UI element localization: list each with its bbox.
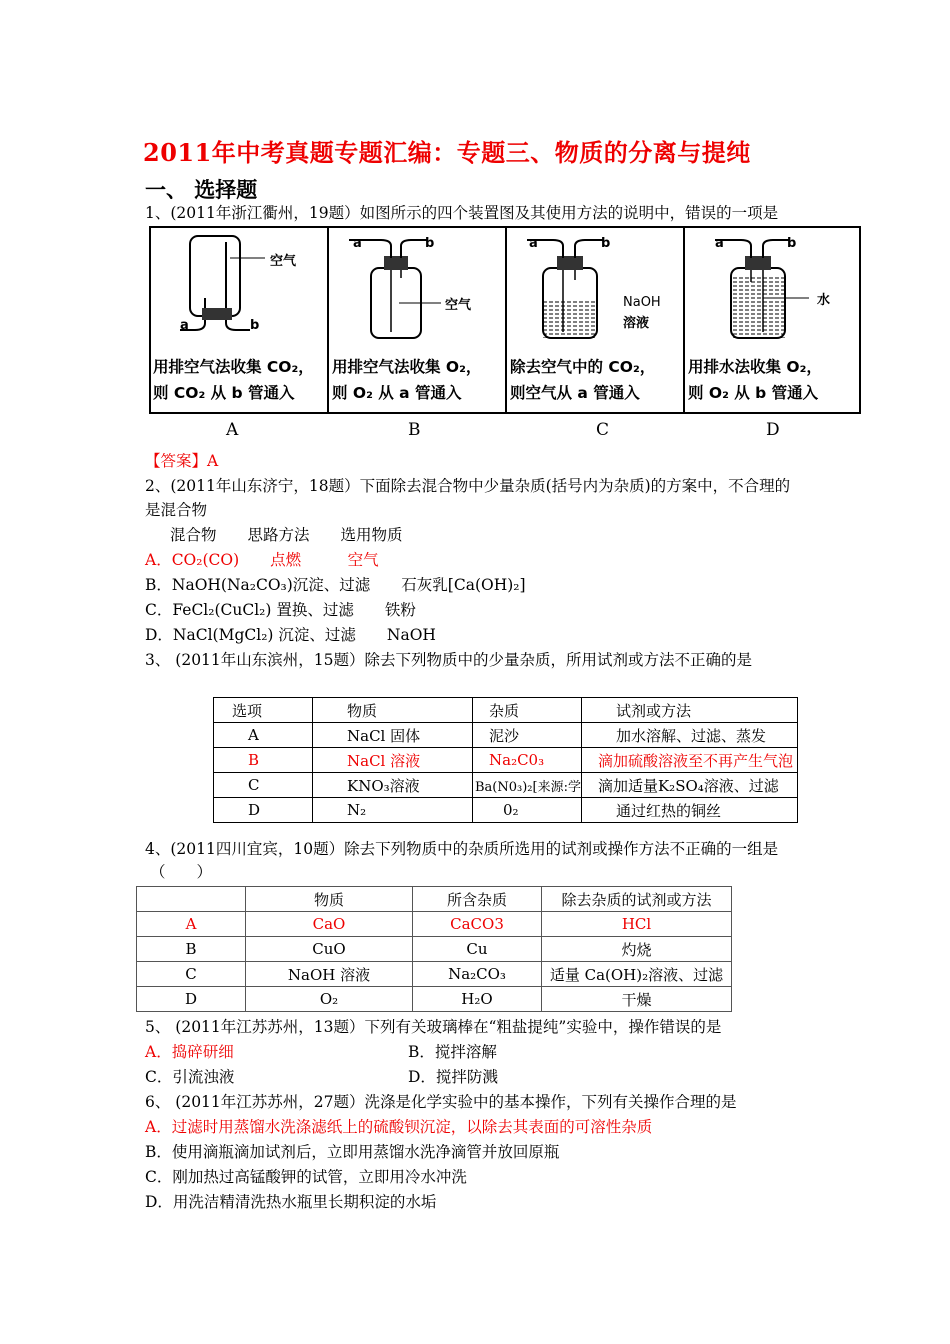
table-row: 物质 所含杂质 除去杂质的试剂或方法 (137, 887, 732, 912)
q5-option-c: C．引流浊液 (145, 1068, 235, 1086)
table-row: C NaOH 溶液 Na₂CO₃ 适量 Ca(OH)₂溶液、过滤 (137, 962, 732, 987)
q2-stem-cont: 是混合物 (145, 501, 208, 519)
table-row: A CaO CaCO3 HCl (137, 912, 732, 937)
q5-option-a: A．捣碎研细 (145, 1043, 234, 1061)
table-row: B NaCl 溶液 Na₂C0₃ 滴加硫酸溶液至不再产生气泡 (214, 748, 798, 773)
table-row: 选项 物质 杂质 试剂或方法 (214, 698, 798, 723)
q6-option-a: A．过滤时用蒸馏水洗涤滤纸上的硫酸钡沉淀，以除去其表面的可溶性杂质 (145, 1118, 653, 1136)
q4-stem-cont: （ ） (150, 863, 213, 881)
option-letter: C (596, 420, 610, 440)
q2-option-b: B．NaOH(Na₂CO₃)沉淀、过滤 石灰乳[Ca(OH)₂] (145, 576, 526, 594)
q6-option-c: C．刚加热过高锰酸钾的试管，立即用冷水冲洗 (145, 1168, 467, 1186)
q1-stem: 1、(2011年浙江衢州，19题）如图所示的四个装置图及其使用方法的说明中，错误的一项是 (145, 204, 779, 222)
q5-option-d: D．搅拌防溅 (408, 1068, 498, 1086)
table-row: C KNO₃溶液 Ba(N0₃)₂[来源:学 滴加适量K₂SO₄溶液、过滤 (214, 773, 798, 798)
option-letter: A (226, 420, 239, 440)
q2-stem: 2、(2011年山东济宁，18题）下面除去混合物中少量杂质(括号内为杂质)的方案中，不合理的 (145, 477, 791, 495)
panel-caption: 除去空气中的 CO₂， 则空气从 a 管通入 (510, 358, 656, 402)
q2-header: 混合物 思路方法 选用物质 (170, 526, 403, 544)
q1-panel-a: 空气 a b 用排空气法收集 CO₂， 则 CO₂ 从 b 管通入 (150, 228, 328, 412)
q2-option-c: C．FeCl₂(CuCl₂) 置换、过滤 铁粉 (145, 601, 416, 619)
q1-answer: 【答案】A (145, 452, 219, 470)
q5-option-b: B．搅拌溶解 (408, 1043, 497, 1061)
table-row: D O₂ H₂O 干燥 (137, 987, 732, 1012)
q1-panel-c: a b NaOH 溶液 除去空气中的 CO₂， 则空气从 a 管通入 (507, 228, 685, 412)
section-heading: 一、 选择题 (145, 177, 258, 202)
q2-option-d: D．NaCl(MgCl₂) 沉淀、过滤 NaOH (145, 626, 436, 644)
q4-table (136, 886, 732, 1012)
panel-caption: 用排空气法收集 O₂， 则 O₂ 从 a 管通入 (332, 358, 482, 402)
panel-caption: 用排空气法收集 CO₂， 则 CO₂ 从 b 管通入 (153, 358, 314, 402)
q2-option-a: A．CO₂(CO) 点燃 空气 (145, 551, 379, 569)
table-row: A NaCl 固体 泥沙 加水溶解、过滤、蒸发 (214, 723, 798, 748)
q3-table (213, 697, 798, 823)
table-row: D N₂ 0₂ 通过红热的铜丝 (214, 798, 798, 823)
q1-panel-b: a b 空气 用排空气法收集 O₂， 则 O₂ 从 a 管通入 (329, 228, 507, 412)
q6-option-b: B．使用滴瓶滴加试剂后，立即用蒸馏水洗净滴管并放回原瓶 (145, 1143, 560, 1161)
q3-stem: 3、 (2011年山东滨州，15题）除去下列物质中的少量杂质，所用试剂或方法不正确的是 (145, 651, 753, 669)
panel-caption: 用排水法收集 O₂， 则 O₂ 从 b 管通入 (688, 358, 822, 402)
q1-panel-d: a b 水 用排水法收集 O₂， 则 O₂ 从 b 管通入 (685, 228, 863, 412)
q6-option-d: D．用洗洁精清洗热水瓶里长期积淀的水垢 (145, 1193, 437, 1211)
table-row: B CuO Cu 灼烧 (137, 937, 732, 962)
page-title: 2011年中考真题专题汇编：专题三、物质的分离与提纯 (143, 138, 751, 167)
water-bottle-icon (685, 228, 863, 353)
q5-stem: 5、 (2011年江苏苏州，13题）下列有关玻璃棒在“粗盐提纯”实验中，操作错误的是 (145, 1018, 722, 1036)
q4-stem: 4、(2011四川宜宾，10题）除去下列物质中的杂质所选用的试剂或操作方法不正确的一组是 (145, 840, 779, 858)
option-letter: B (408, 420, 421, 440)
inverted-bottle-icon (150, 228, 328, 353)
option-letter: D (766, 420, 780, 440)
q6-stem: 6、 (2011年江苏苏州，27题）洗涤是化学实验中的基本操作，下列有关操作合理的是 (145, 1093, 737, 1111)
